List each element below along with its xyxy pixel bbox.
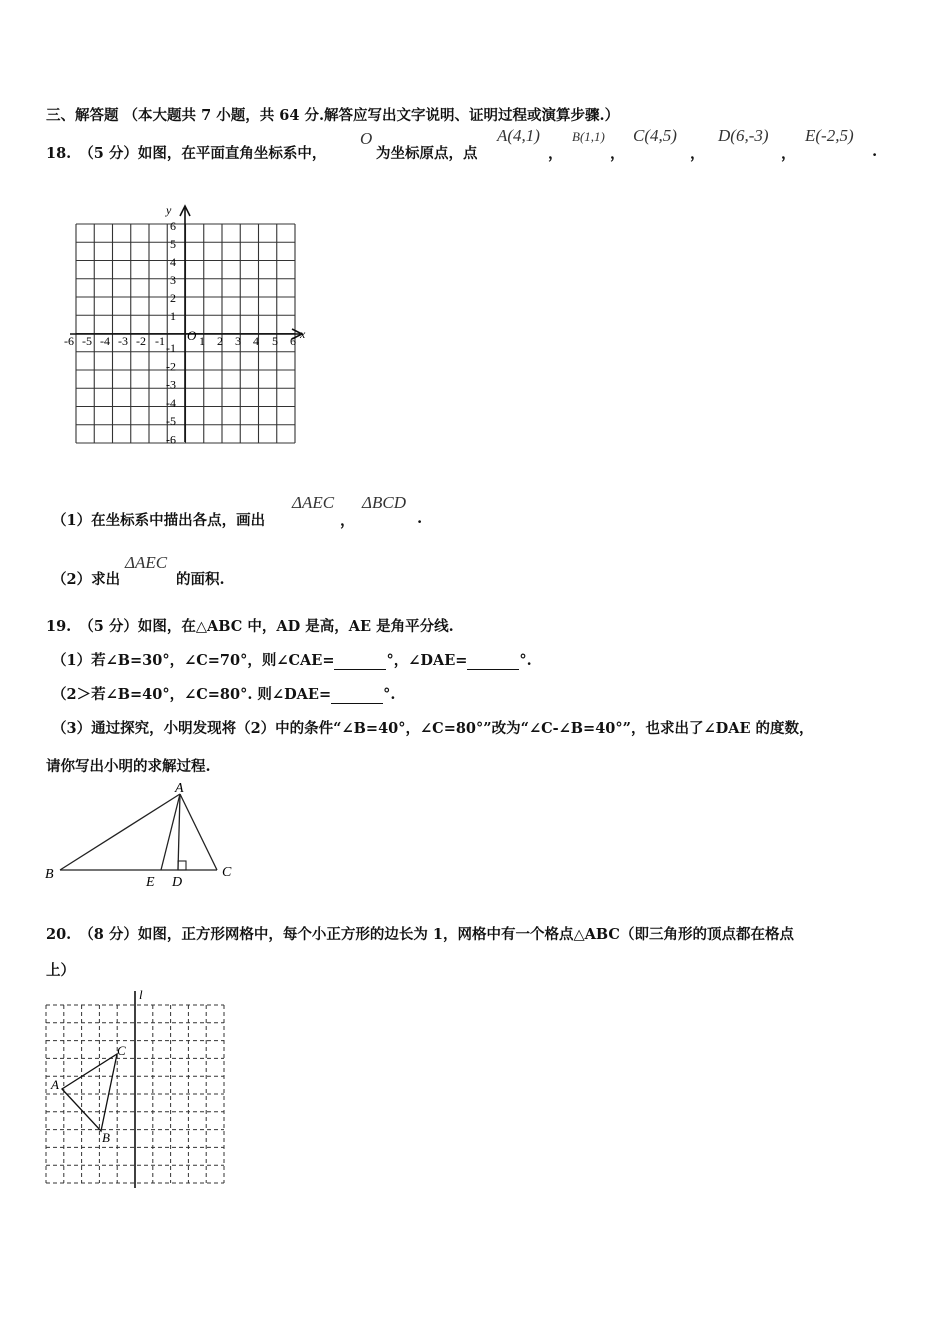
q20-stem-line1	[46, 923, 794, 944]
q20-points: （8 分）	[79, 926, 138, 943]
q18-point-a: A(4,1)	[497, 126, 540, 145]
x-tick-label: 5	[272, 334, 278, 348]
q20-stem-line2: 上）	[46, 962, 75, 979]
q18-comma-2: ，	[610, 144, 626, 162]
label-a: A	[175, 781, 184, 796]
x-tick-label: -6	[64, 334, 74, 348]
q18-comma-4: ，	[781, 144, 797, 162]
label-b: B	[45, 867, 54, 882]
y-tick-label: -1	[166, 341, 176, 355]
q20-text-1: 如图，正方形网格中，每个小正方形的边长为 1，网格中有一个格点△ABC（即三角形的顶点都在格点	[137, 926, 794, 943]
q18-part1-text: （1）在坐标系中描出各点，画出	[52, 512, 266, 529]
y-tick-label: -4	[166, 395, 176, 410]
label-b: B	[102, 1130, 110, 1145]
q20-number: 20.	[46, 926, 72, 943]
bisector-ae	[161, 794, 180, 870]
altitude-ad	[178, 794, 180, 870]
label-c: C	[222, 865, 232, 880]
q19-points: （5 分）	[79, 618, 138, 635]
x-axis-label: x	[300, 327, 306, 341]
x-tick-label: -2	[136, 334, 146, 348]
q18-text-b: 为坐标原点，点	[376, 145, 478, 162]
x-tick-label: 2	[217, 334, 223, 348]
q18-points: （5 分）	[79, 145, 138, 162]
x-tick-labels	[64, 334, 296, 348]
q19-stem	[46, 615, 454, 636]
y-tick-label: -3	[166, 377, 176, 392]
q18-part2-tri: ΔAEC	[125, 553, 168, 572]
section-heading: 三、解答题 （本大题共 7 小题，共 64 分.解答应写出文字说明、证明过程或演算步骤.）	[46, 107, 620, 124]
y-tick-label: 2	[170, 291, 176, 305]
x-tick-label: -3	[118, 334, 128, 348]
y-tick-label: 4	[170, 255, 176, 269]
q19-part1-a: （1）若∠B=30°，∠C=70°，则∠CAE=	[52, 652, 335, 669]
y-axis-label: y	[166, 203, 172, 217]
y-tick-label: 1	[170, 309, 176, 323]
q19-part3-line1: （3）通过探究，小明发现将（2）中的条件“∠B=40°，∠C=80°”改为“∠C-∠B=40°”，也求出了∠DAE 的度数，	[52, 720, 814, 737]
q18-part1	[52, 509, 265, 530]
y-tick-label: -6	[166, 432, 176, 447]
q18-part2	[52, 568, 120, 589]
q19-part1-c: °.	[519, 652, 532, 669]
x-tick-label: -1	[155, 334, 165, 348]
label-a: A	[51, 1077, 59, 1092]
q18-part2-text-b: 的面积.	[176, 571, 225, 588]
q18-comma-3: ，	[690, 144, 706, 162]
side-ab	[60, 794, 180, 870]
q19-answer-blank-3[interactable]	[331, 686, 383, 704]
q18-part2-text-a: （2）求出	[52, 571, 121, 588]
q19-part1-b: °，∠DAE=	[386, 652, 468, 669]
label-l: l	[139, 987, 143, 1002]
x-tick-label: 6	[290, 334, 296, 348]
q18-part1-end: .	[417, 509, 423, 527]
y-tick-label: 5	[170, 237, 176, 251]
q19-part1	[52, 649, 532, 670]
x-tick-label: -4	[100, 334, 110, 348]
x-tick-label: 4	[253, 334, 259, 348]
q18-stem	[46, 142, 326, 163]
q18-part1-comma: ，	[340, 511, 356, 529]
q18-end: .	[872, 142, 878, 160]
label-d: D	[172, 875, 183, 890]
x-tick-label: 1	[199, 334, 205, 348]
q19-part3-line2: 请你写出小明的求解过程.	[46, 758, 211, 775]
q18-number: 18.	[46, 145, 72, 162]
q18-text-a: 如图，在平面直角坐标系中，	[137, 145, 327, 162]
q20-grid-figure	[44, 985, 229, 1190]
x-tick-label: 3	[235, 334, 241, 348]
q19-answer-blank-1[interactable]	[334, 652, 386, 670]
q18-point-c: C(4,5)	[633, 126, 677, 145]
q18-origin: O	[360, 129, 373, 148]
q19-answer-blank-2[interactable]	[467, 652, 519, 670]
q18-tri-aec: ΔAEC	[292, 493, 335, 512]
x-tick-label: -5	[82, 334, 92, 348]
label-e: E	[146, 875, 155, 890]
q19-number: 19.	[46, 618, 72, 635]
label-c: C	[117, 1043, 126, 1058]
y-tick-label: -2	[166, 359, 176, 374]
q18-coordinate-grid	[60, 200, 320, 450]
y-tick-label: 3	[170, 273, 176, 287]
side-ac	[180, 794, 217, 870]
right-angle-mark	[178, 861, 186, 870]
q19-part2-a: （2＞若∠B=40°，∠C=80°. 则∠DAE=	[52, 686, 332, 703]
origin-label: O	[187, 328, 197, 343]
y-tick-label: -5	[166, 414, 176, 429]
q18-point-e: E(-2,5)	[805, 126, 854, 145]
q18-point-d: D(6,-3)	[718, 126, 769, 145]
y-tick-label: 6	[170, 219, 176, 233]
q18-point-b: B(1,1)	[572, 129, 605, 144]
q19-text: 如图，在△ABC 中，AD 是高，AE 是角平分线.	[137, 618, 454, 635]
q19-triangle-figure	[40, 780, 250, 890]
q19-part2	[52, 683, 395, 704]
triangle-abc	[62, 1054, 117, 1131]
q18-tri-bcd: ΔBCD	[362, 493, 406, 512]
q19-part2-b: °.	[383, 686, 396, 703]
q18-comma-1: ，	[548, 144, 564, 162]
